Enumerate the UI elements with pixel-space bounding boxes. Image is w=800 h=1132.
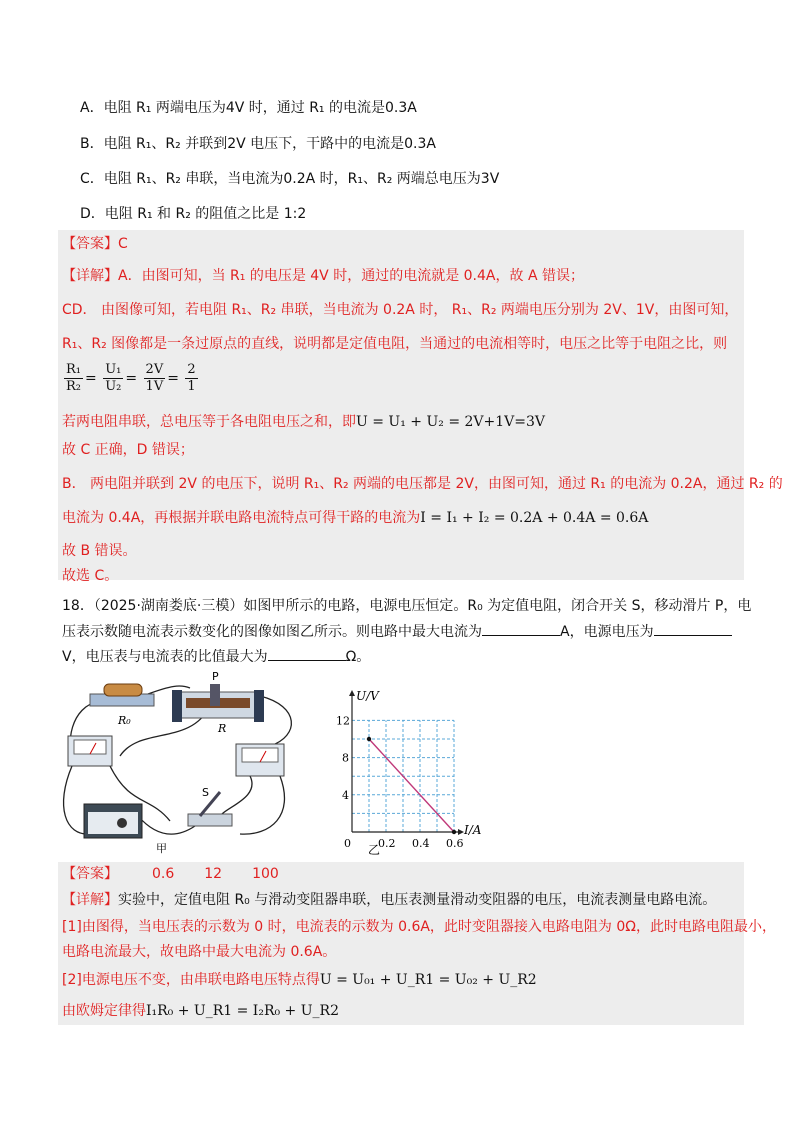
detail-1-b-result: 故 B 错误。: [62, 543, 137, 559]
data-point: [452, 830, 456, 834]
detail-2-line-1: 【详解】实验中，定值电阻 R₀ 与滑动变阻器串联，电压表测量滑动变阻器的电压，电流表测量电路电流。: [62, 892, 717, 908]
x-tick-label: 0: [344, 837, 351, 850]
wire: [138, 816, 195, 834]
circuit-figure: [60, 666, 320, 862]
blank-1[interactable]: [482, 621, 560, 636]
answer-1: 【答案】C: [62, 236, 128, 252]
option-a: A．电阻 R₁ 两端电压为4V 时，通过 R₁ 的电流是0.3A: [80, 100, 417, 116]
figure-yi-label: 乙: [368, 843, 381, 857]
detail-2-line-5: 由欧姆定律得I₁R₀ + U_R1 = I₂R₀ + U_R2: [62, 1003, 339, 1019]
series-line: [369, 739, 454, 832]
option-c: C．电阻 R₁、R₂ 串联，当电流为0.2A 时，R₁、R₂ 两端总电压为3V: [80, 171, 500, 187]
x-tick-label: 0.4: [412, 837, 430, 850]
y-tick-label: 4: [342, 788, 349, 802]
y-tick-label: 8: [342, 751, 349, 765]
svg-text:甲: 甲: [156, 842, 167, 855]
detail-2-line-4: [2]电源电压不变，由串联电路电压特点得U = U₀₁ + U_R1 = U₀₂ + U_R2: [62, 972, 537, 988]
wire: [222, 776, 252, 814]
rheostat-end: [172, 690, 182, 722]
q18-line-2: 压表示数随电流表示数变化的图像如图乙所示。则电路中最大电流为 A，电源电压为: [62, 621, 732, 642]
detail-2-line-2: [1]由图得，当电压表的示数为 0 时，电流表的示数为 0.6A，此时变阻器接入电路电阻为 0Ω，此时电路电阻最小，: [62, 919, 776, 935]
option-b: B．电阻 R₁、R₂ 并联到2V 电压下，干路中的电流是0.3A: [80, 136, 436, 152]
option-d: D．电阻 R₁ 和 R₂ 的阻值之比是 1:2: [80, 206, 307, 222]
detail-1-final: 故选 C。: [62, 568, 119, 584]
svg-text:R: R: [218, 722, 227, 735]
detail-1-line-b1: B． 两电阻并联到 2V 的电压下，说明 R₁、R₂ 两端的电压都是 2V，由图可知，通过 R₁ 的电流为 0.2A，通过 R₂ 的: [62, 476, 783, 492]
x-tick-label: 0.2: [378, 837, 396, 850]
x-axis-label: I/A: [464, 823, 482, 837]
blank-2[interactable]: [654, 621, 732, 636]
u-i-chart: [328, 686, 488, 858]
ratio-equation: $\frac{\text{R₁}}{\text{R₂}}$ = $\frac{\text{U₁}}{\text{U₂}}$ = $\frac{2V}{1V}$ = $\frac{2}{1}$: [66, 362, 196, 394]
q18-line-1: 18．（2025·湖南娄底·三模）如图甲所示的电路，电源电压恒定。R₀ 为定值电阻，闭合开关 S，移动滑片 P，电: [62, 598, 752, 614]
r0-coil: [104, 684, 142, 696]
y-tick-label: 12: [336, 714, 350, 728]
detail-1-line-cd2: R₁、R₂ 图像都是一条过原点的直线，说明都是定值电阻，当通过的电流相等时，电压之比等于电阻之比，则: [62, 336, 728, 352]
answer-2: 【答案】 0.6 12 100: [62, 866, 279, 882]
x-tick-label: 0.6: [446, 837, 464, 850]
wire: [240, 776, 284, 834]
detail-1-cd-result: 故 C 正确，D 错误；: [62, 442, 194, 458]
data-point: [367, 737, 371, 741]
svg-text:S: S: [202, 786, 209, 799]
detail-1-line-b2: 电流为 0.4A，再根据并联电路电流特点可得干路的电流为I = I₁ + I₂ = 0.2A + 0.4A = 0.6A: [62, 510, 649, 526]
detail-1-line-a: 【详解】A．由图可知，当 R₁ 的电压是 4V 时，通过的电流就是 0.4A，故 A 错误；: [62, 268, 584, 284]
blank-3[interactable]: [268, 646, 346, 661]
q18-line-3: V，电压表与电流表的比值最大为 Ω。: [62, 646, 370, 667]
y-axis-label: U/V: [356, 689, 379, 703]
detail-1-line-cd1: CD． 由图像可知，若电阻 R₁、R₂ 串联，当电流为 0.2A 时， R₁、R₂ 两端电压分别为 2V、1V，由图可知，: [62, 302, 739, 318]
wire: [260, 696, 291, 746]
detail-1-series: 若两电阻串联，总电压等于各电阻电压之和，即U = U₁ + U₂ = 2V+1V=3V: [62, 414, 546, 430]
y-arrow: [349, 690, 355, 696]
switch-base: [188, 814, 232, 826]
svg-text:R₀: R₀: [118, 714, 131, 727]
svg-text:P: P: [212, 670, 219, 683]
detail-2-line-3: 电路电流最大，故电路中最大电流为 0.6A。: [62, 944, 337, 960]
rheostat-end: [254, 690, 264, 722]
slider-p: [210, 684, 220, 706]
